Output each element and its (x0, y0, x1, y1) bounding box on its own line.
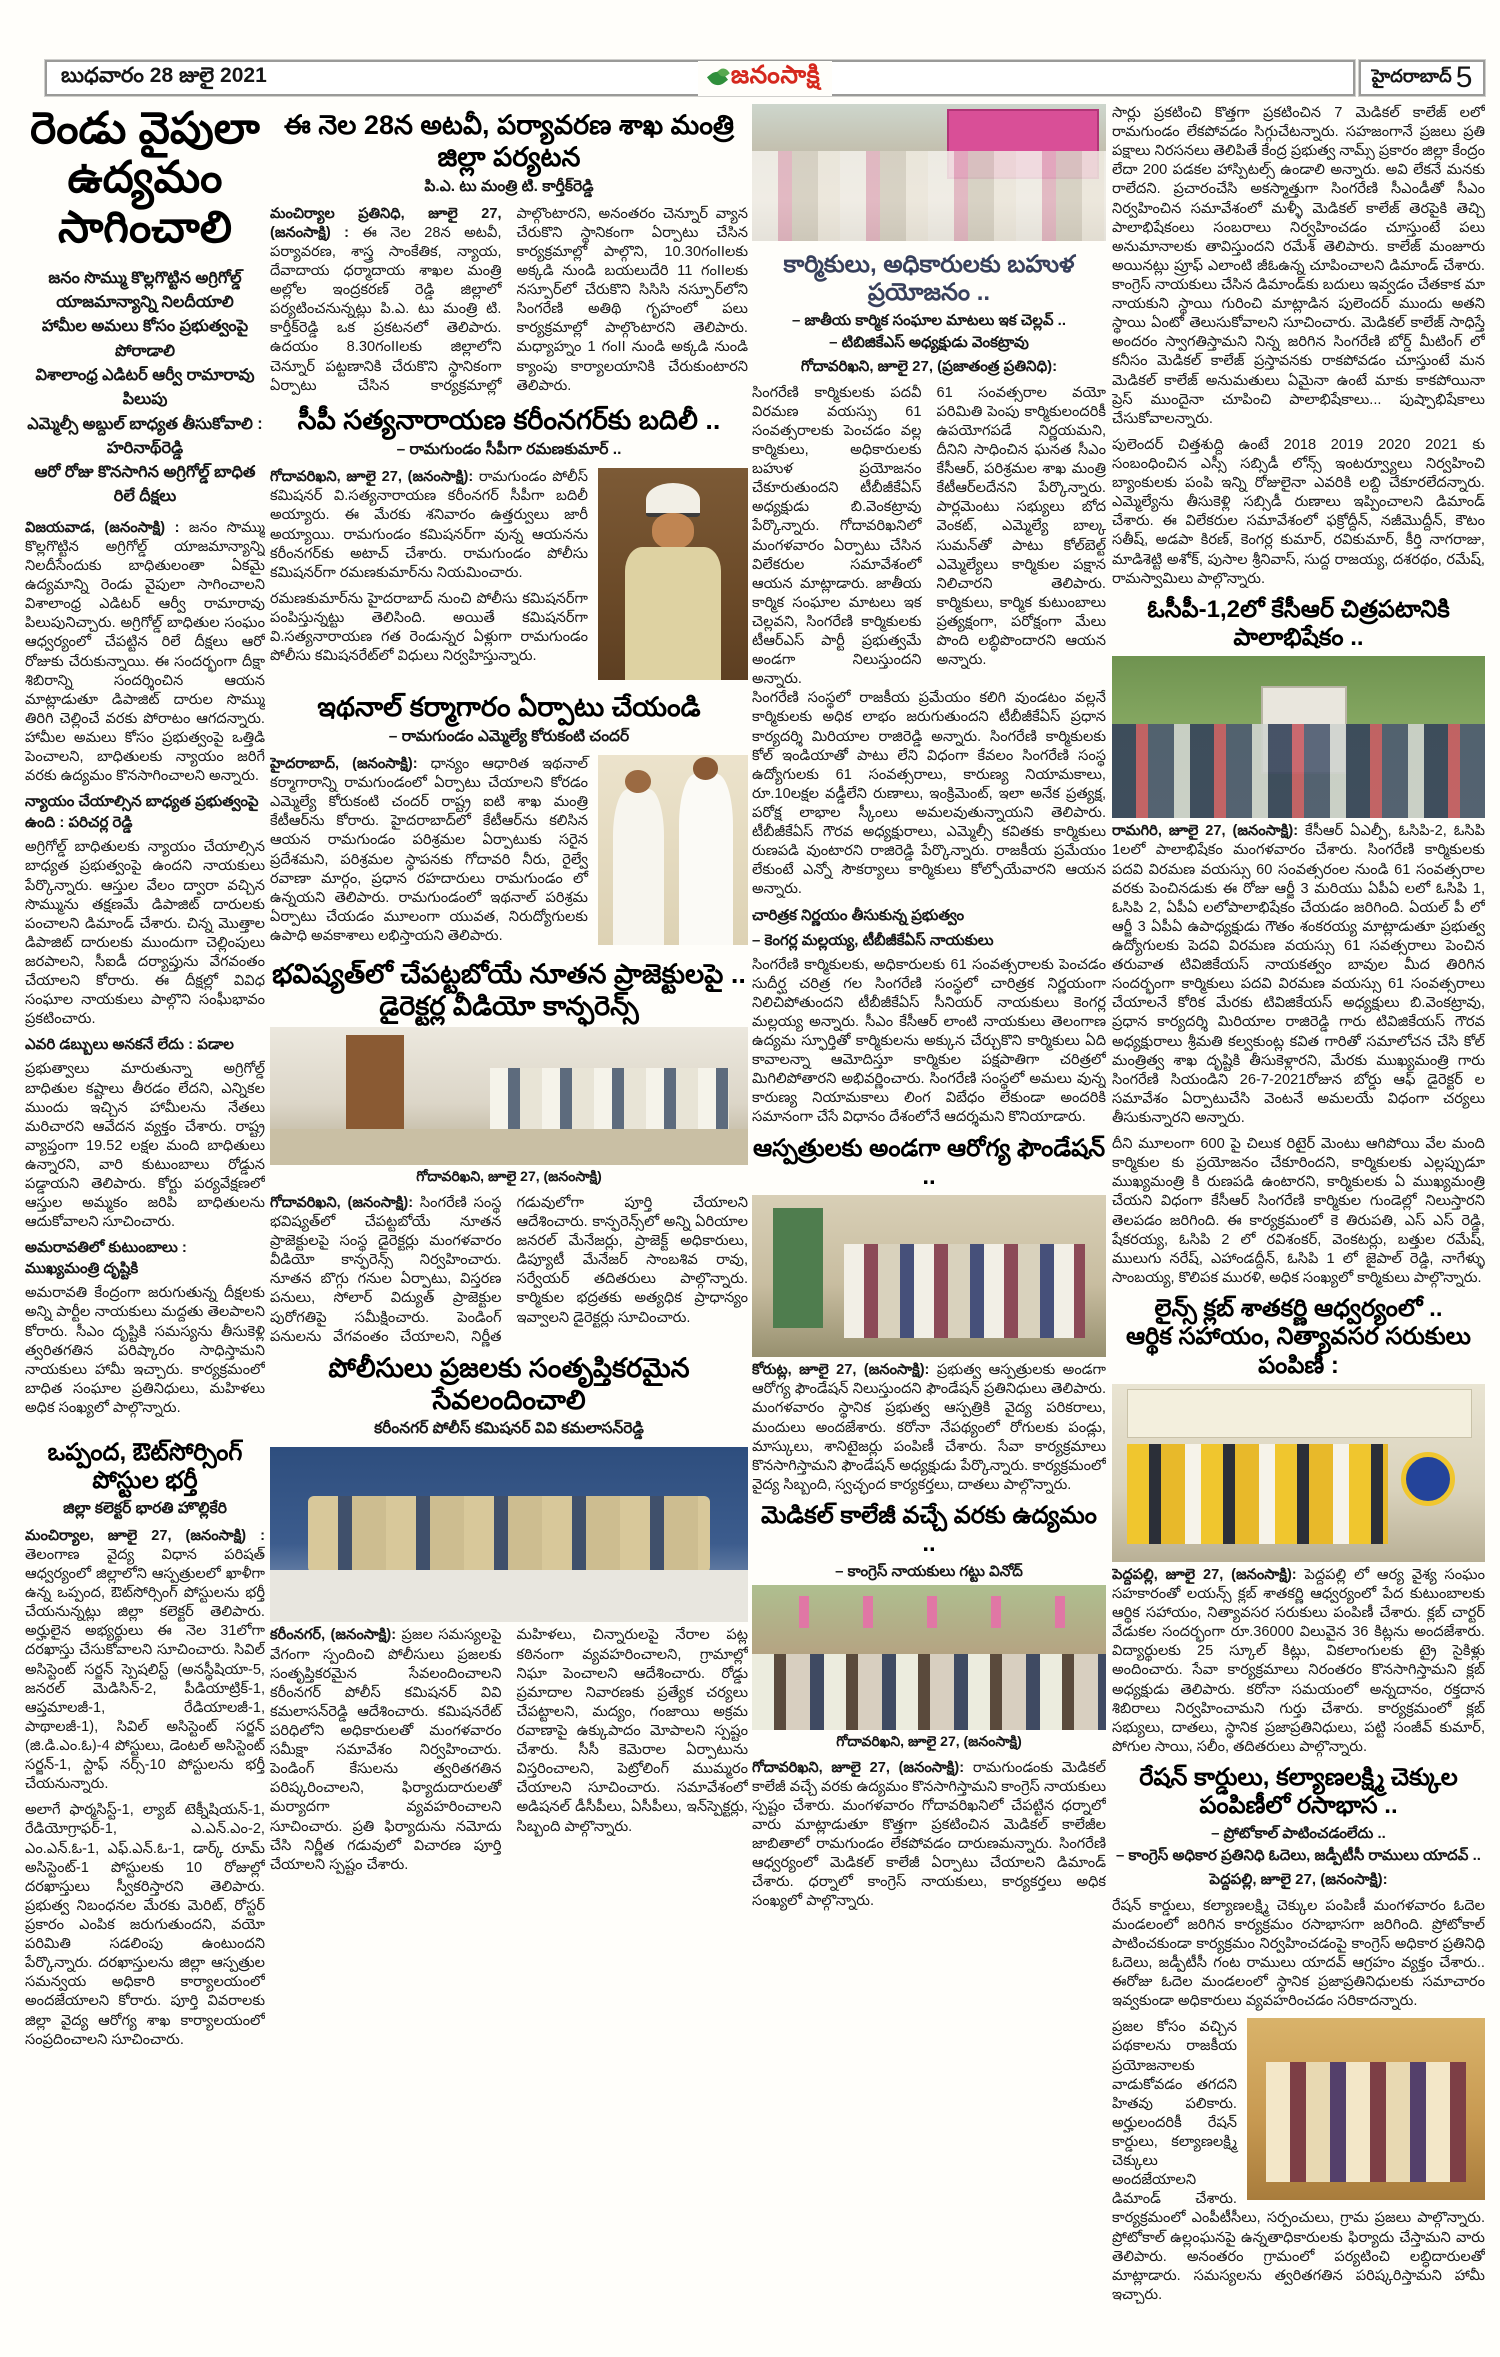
conf-paragraph: గోదావరిఖని, (జనంసాక్షి): సింగరేణి సంస్థ భవిష్యత్‌లో చేపట్టబోయే నూతన ప్రాజెక్టులపై సంస్థ డైరెక్టర్లు మంగళవారం వీడియో కాన్ఫరెన్స్ నిర్వహించారు. నూతన బొగ్గు గనుల ఏర్పాటు, విస్తరణ పనులు, సోలార్ విద్యుత్ ప్రాజెక్టుల పురోగతిపై సమీక్షించారు. పెండింగ్ పనులను వేగవంతం చేయాలని, నిర్ణీత గడువులోగా పూర్తి చేయాలని ఆదేశించారు. కాన్ఫరెన్స్‌లో అన్ని ఏరియాల జనరల్ మేనేజర్లు, ప్రాజెక్ట్ అధికారులు, డిప్యూటీ మేనేజర్ సాంబశివ రావు, సర్వేయర్ తదితరులు పాల్గొన్నారు. కార్మికుల భద్రతకు అత్యధిక ప్రాధాన్యం ఇవ్వాలని డైరెక్టర్లు సూచించారు. (270, 1194, 748, 1345)
workers-subhead: – కెంగర్ల మల్లయ్య, టీబీజీకేఏస్ నాయకులు (752, 931, 994, 949)
arogya-headline: ఆస్పత్రులకు అండగా ఆరోగ్య ఫౌండేషన్ .. (752, 1134, 1106, 1190)
city-name: హైదరాబాద్ (1371, 65, 1452, 86)
people-with-pink-scarves (752, 151, 1106, 241)
cp-headline: సీపీ సత్యనారాయణ కరీంనగర్‌కు బదిలీ .. (297, 405, 721, 436)
lead-paragraph: విజయవాడ, (జనంసాక్షి) : జనం సొమ్ము కొల్లగొట్టిన అగ్రిగోల్డ్ యాజమాన్యాన్ని నిలదీసేందుకు బాధితులంతా ఏకమై ఉద్యమాన్ని రెండు వైపులా సాగించాలని విశాలాంధ్ర ఎడిటర్ ఆర్వీ రామారావు పిలుపునిచ్చారు. అగ్రిగోల్డ్ బాధితుల సంఘం ఆధ్వర్యంలో చేపట్టిన రిలే దీక్షలు ఆరో రోజుకు చేరుకున్నాయి. ఈ సందర్భంగా దీక్షా శిబిరాన్ని సందర్శించిన ఆయన మాట్లాడుతూ డిపాజిట్ దారుల సొమ్ము తిరిగి చెల్లించే వరకు పోరాటం ఆగదన్నారు. హామీల అమలు కోసం ప్రభుత్వంపై ఒత్తిడి పెంచాలని, బాధితులకు న్యాయం జరిగే వరకు ఉద్యమం కొనసాగించాలని అన్నారు. (25, 519, 265, 785)
officers-row (308, 1496, 710, 1573)
tour-headline: ఈ నెల 28న అటవీ, పర్యావరణ శాఖ మంత్రి జిల్లా పర్యటన (283, 110, 734, 172)
officer-face (652, 513, 694, 549)
meeting-table (270, 1570, 748, 1623)
photo-mla-meets-minister (598, 755, 748, 945)
photo-arogya-foundation-donation (752, 1195, 1106, 1357)
photo-trs-workers-meeting (752, 104, 1106, 241)
tour-paragraph: మంచిర్యాల ప్రతినిధి, జూలై 27, (జనంసాక్షి) : ఈ నెల 28న అటవీ, పర్యావరణ, శాస్త్ర సాంకేతిక, న్యాయ, దేవాదాయ ధర్మాదాయ శాఖల మంత్రి అల్లోల ఇంద్రకరణ్ రెడ్డి జిల్లాలో పర్యటించనున్నట్లు పి.ఎ. టు మంత్రి టి. కార్తీక్‌రెడ్డి ఒక ప్రకటనలో తెలిపారు. ఉదయం 8.30గంIIలకు జిల్లాలోని చెన్నూర్ పట్టణానికి చేరుకొని స్థానికంగా ఏర్పాటు చేసిన కార్యక్రమాల్లో పాల్గొంటారని, అనంతరం చెన్నూర్ వ్యాన చేరుకొని స్థానికంగా ఏర్పాటు చేసిన కార్యక్రమాల్లో పాల్గొని, 10.30గంIIలకు అక్కడి నుండి బయలుదేరి 11 గంIIలకు నస్పూర్‌లో చేరుకొని సిసిసి నస్పూర్‌లోని సింగరేణి అతిథి గృహంలో పలు కార్యక్రమాల్లో పాల్గొంటారని తెలిపారు. మధ్యాహ్నం 1 గంII నుండి అక్కడి నుండి క్యాంపు కార్యాలయానికి చేరుకుంటారని తెలిపారు. (270, 205, 748, 394)
newspaper-title: జనంసాక్షి (730, 60, 821, 89)
ethanol-byline: – రామగుండం ఎమ్మెల్యే కోరుకంటి చందర్ (388, 728, 630, 746)
lead-paragraph: అగ్రిగోల్డ్ బాధితులకు న్యాయం చేయాల్సిన బాధ్యత ప్రభుత్వంపై ఉందని నాయకులు పేర్కొన్నారు. ఆస్తుల వేలం ద్వారా వచ్చిన సొమ్మును తక్షణమే డిపాజిట్ దారులకు పంచాలని డిమాండ్ చేశారు. చిన్న మొత్తాల డిపాజిట్ దారులకు ముందుగా చెల్లింపులు జరపాలని, సీఐడీ దర్యాప్తును వేగవంతం చేయాలని కోరారు. ఈ దీక్షల్లో వివిధ సంఘాల నాయకులు పాల్గొని సంఘీభావం ప్రకటించారు. (25, 839, 265, 1028)
conf-photo-caption: గోదావరిఖని, జూలై 27, (జనంసాక్షి) (416, 1167, 602, 1184)
workers-paragraph: సింగరేణి కార్మికులకు పదవీ విరమణ వయస్సు 61 సంవత్సరాలకు పెంచడం వల్ల కార్మికులు, అధికారులకు బహుళ ప్రయోజనం చేకూరుతుందని టీబీజీకేఏస్ అధ్యక్షుడు బి.వెంకట్రావు పేర్కొన్నారు. గోదావరిఖనిలో మంగళవారం ఏర్పాటు చేసిన విలేకరుల సమావేశంలో ఆయన మాట్లాడారు. జాతీయ కార్మిక సంఘాల మాటలు ఇక చెల్లవని, సింగరేణి కార్మికులకు టీఆర్ఎస్ పార్టీ ప్రభుత్వమే అండగా నిలుస్తుందని అన్నారు. (752, 384, 922, 688)
conf-headline: భవిష్యత్‌లో చేపట్టబోయే నూతన ప్రాజెక్టులపై .. డైరెక్టర్ల వీడియో కాన్ఫరెన్స్ (272, 959, 746, 1021)
masthead-city-box (1359, 60, 1485, 96)
workers-dateline: గోదావరిఖని, జూలై 27, (ప్రజాతంత్ర ప్రతినిధి): (800, 357, 1058, 375)
police-paragraph: మహిళలు, చిన్నారులపై నేరాల పట్ల కఠినంగా వ్యవహరించాలని, గ్రామాల్లో నిఘా పెంచాలని ఆదేశించారు. రోడ్డు ప్రమాదాల నివారణకు ప్రత్యేక చర్యలు చేపట్టాలని, మద్యం, గంజాయి అక్రమ రవాణాపై ఉక్కుపాదం మోపాలని స్పష్టం చేశారు. సీసీ కెమెరాల ఏర్పాటును విస్తరించాలని, పెట్రోలింగ్ ముమ్మరం చేయాలని సూచించారు. సమావేశంలో అడిషనల్ డీసీపీలు, ఏసీపీలు, ఇన్‌స్పెక్టర్లు, సిబ్బంది పాల్గొన్నారు. (516, 1627, 748, 1835)
workers-subhead: చారిత్రక నిర్ణయం తీసుకున్న ప్రభుత్వం (752, 906, 965, 924)
cp-byline: – రామగుండం సీపీగా రమణకుమార్ .. (396, 441, 622, 459)
seated-protesters (752, 1654, 1106, 1729)
photo-police-commissioner-portrait (598, 468, 748, 680)
deck-line: హామీల అమలు కోసం ప్రభుత్వంపై పోరాడాలి (41, 317, 249, 360)
posts-paragraph: అలాగే ఫార్మసిస్ట్-1, ల్యాబ్ టెక్నీషియన్-1, రేడియోగ్రాఫర్-1, ఎ.ఎన్.ఎం-2, ఎం.ఎన్.ఓ-1, ఎఫ్.ఎన్.ఓ-1, డార్క్ రూమ్ అసిస్టెంట్-1 పోస్టులకు 10 రోజుల్లో దరఖాస్తులు స్వీకరిస్తారని తెలిపారు. ప్రభుత్వ నిబంధనల మేరకు మెరిట్, రోస్టర్ ప్రకారం ఎంపిక జరుగుతుందని, వయో పరిమితి సడలింపు ఉంటుందని పేర్కొన్నారు. దరఖాస్తులను జిల్లా ఆస్పత్రుల సమన్వయ అధికారి కార్యాలయంలో అందజేయాలని కోరారు. పూర్తి వివరాలకు జిల్లా వైద్య ఆరోగ్య శాఖ కార్యాలయంలో సంప్రదించాలని సూచించారు. (25, 1802, 265, 2048)
workers-paragraph: సింగరేణి కార్మికులకు, అధికారులకు 61 సంవత్సరాలకు పెంచడం సుదీర్ఘ చరిత్ర గల సింగరేణి సంస్థలో చారిత్రక నిర్ణయంగా నిలిచిపోతుందని టీబీజీకేఏస్ సీనియర్ నాయకులు కెంగర్ల మల్లయ్య అన్నారు. సీఎం కేసీఆర్ లాంటి నాయకులు తెలంగాణ ఉద్యమ స్ఫూర్తితో కార్మికులను అక్కున చేర్చుకొని కార్మికులు ఏది కావాలన్నా ఆమోదిస్తూ కార్మికుల పక్షపాతిగా చరిత్రలో మిగిలిపోతారని అభివర్ణించారు. సింగరేణి సంస్థలో అమలు వున్న కారుణ్య నియామకాలు లింగ విబేధం లేకుండా అందరికి సమానంగా చేసే విధానం దేశంలోనే ఆదర్శమని కొనియాడారు. (752, 956, 1106, 1126)
lead-paragraph: ప్రభుత్వాలు మారుతున్నా అగ్రిగోల్డ్ బాధితుల కష్టాలు తీరడం లేదని, ఎన్నికల ముందు ఇచ్చిన హామీలను నేతలు మరిచారని ఆవేదన వ్యక్తం చేశారు. రాష్ట్ర వ్యాప్తంగా 19.52 లక్షల మంది బాధితులు ఉన్నారని, వారి కుటుంబాలు రోడ్డున పడ్డాయని తెలిపారు. కోర్టు పర్యవేక్షణలో ఆస్తుల అమ్మకం జరిపి బాధితులను ఆదుకోవాలని సూచించారు. (25, 1061, 265, 1231)
ocp-paragraph: దీని మూలంగా 600 పై చిలుక రిటైర్ మెంటు ఆగిపోయి వేల మంది కార్మికుల కు ప్రయోజనం చేకూరిందని, కార్మికులకు ఎల్లప్పుడూ ముఖ్యమంత్రి కి రుణపడి ఉంటారని, కార్మికులకు ఏ ముఖ్యమంత్రి చేయని విధంగా కేసీఆర్ సింగరేణి కార్మికుల గుండెల్లో నిలుస్తారని తెలపడం జరిగింది. ఈ కార్యక్రమంలో కె తిరుపతి, ఎస్ ఎస్ రెడ్డి, షేకరయ్య, ఓసిపి 2 లో రవిశంకర్, వెంకటర్లు, బత్తుల రమేష్, ములుగు నరేష్, ఎహాండద్దీన్, ఓసిపి 1 లో జైపాల్ రెడ్డి, నాగేళ్ళు సాంబయ్య, కొలిపక మురళి, అధిక సంఖ్యలో కార్మికులు పాల్గొన్నారు. (1112, 1136, 1485, 1286)
masthead (45, 60, 1485, 96)
lead-subhead: న్యాయం చేయాల్సిన బాధ్యత ప్రభుత్వంపై ఉంది : పరిచర్ల రెడ్డి (25, 793, 259, 832)
lions-members-yellow-vests (1127, 1444, 1388, 1544)
column-center (752, 104, 1106, 2344)
ration-paragraph: రేషన్ కార్డులు, కల్యాణలక్ష్మి చెక్కుల పంపిణీ మంగళవారం ఓదెల మండలంలో జరిగిన కార్యక్రమం రసాభాసగా జరిగింది. ప్రోటోకాల్ పాటించకుండా కార్యక్రమం నిర్వహించడంపై కాంగ్రెస్ అధికార ప్రతినిధి ఓదెలు, జడ్పీటీసీ గంట రాములు యాదవ్ ఆగ్రహం వ్యక్తం చేశారు.. ఈరోజు ఓదెల మండలంలో స్థానిక ప్రజాప్రతినిధులకు సమాచారం ఇవ్వకుండా అధికారులు వ్యవహరించడం సరికాదన్నారు. (1112, 1897, 1485, 2010)
police-byline: కరీంనగర్ పోలీస్ కమిషనర్ వివి కమలాసన్‌రెడ్డి (374, 1420, 644, 1438)
police-paragraph: కరీంనగర్, (జనంసాక్షి): ప్రజల సమస్యలపై వేగంగా స్పందించి పోలీసులు ప్రజలకు సంతృప్తికరమైన సేవలందించాలని కరీంనగర్ పోలీస్ కమిషనర్ వివి కమలాసన్‌రెడ్డి ఆదేశించారు. కమిషనరేట్ పరిధిలోని అధికారులతో మంగళవారం సమీక్షా సమావేశం నిర్వహించారు. పెండింగ్ కేసులను త్వరితగతిన పరిష్కరించాలని, ఫిర్యాదుదారులతో మర్యాదగా వ్యవహరించాలని సూచించారు. ప్రతి ఫిర్యాదును నమోదు చేసి నిర్ణీత గడువులో విచారణ పూర్తి చేయాలని స్పష్టం చేశారు. (270, 1627, 502, 1873)
officer-cap (646, 483, 700, 517)
date-text: బుధవారం 28 జులై 2021 (61, 63, 267, 87)
tour-byline: పి.ఎ. టు మంత్రి టి. కార్తీక్‌రెడ్డి (424, 177, 594, 195)
workers-subline: – జాతీయ కార్మిక సంఘాల మాటలు ఇక చెల్లవ్ .. (791, 311, 1067, 329)
ethanol-paragraph: హైదరాబాద్, (జనంసాక్షి): ధాన్యం ఆధారిత ఇథనాల్ కర్మాగారాన్ని రామగుండంలో ఏర్పాటు చేయాలని కోరడం ఎమ్మెల్యే కోరుకంటి చందర్ రాష్ట్ర ఐటి శాఖ మంత్రి కేటీఆర్‌ను కోరారు. హైదరాబాద్‌లో కేటీఆర్‌ను కలిసిన ఆయన రామగుండం పరిశ్రమల ఏర్పాటుకు సరైన ప్రదేశమని, పరిశ్రమల స్థాపనకు గోదావరి నీరు, రైల్వే రవాణా మార్గం, ప్రధాన రహదారులు రామగుండం లో ఉన్నయని తెలిపారు. రామగుండంలో ఇథనాల్ పరిశ్రమ ఏర్పాటు చేయడం మూలంగా యువత, నిరుద్యోగులకు ఉపాధి అవకాశాలు లభిస్తాయని తెలిపారు. (270, 756, 588, 945)
officials-row (490, 1068, 729, 1130)
garlanded-group (1266, 2062, 1466, 2182)
ocp-headline: ఓసీపీ-1,2లో కేసీఆర్ చిత్రపటానికి పాలాభిషేకం .. (1147, 595, 1450, 652)
green-door (773, 1208, 823, 1328)
column-mid (270, 104, 748, 2344)
ethanol-headline: ఇథనాల్ కర్మాగారం ఏర్పాటు చేయండి (317, 692, 701, 723)
column-left (25, 104, 265, 2344)
ration-paragraph: ప్రజల కోసం వచ్చిన పథకాలను రాజకీయ ప్రయోజనాలకు వాడుకోవడం తగదని హితవు పలికారు. అర్హులందరికీ రేషన్ కార్డులు, కల్యాణలక్ష్మి చెక్కులు అందజేయాలని డిమాండ్ చేశారు. కార్యక్రమంలో ఎంపీటీసీలు, సర్పంచులు, గ్రామ ప్రజలు పాల్గొన్నారు. ప్రోటోకాల్ ఉల్లంఘనపై ఉన్నతాధికారులకు ఫిర్యాదు చేస్తామని వారు తెలిపారు. అనంతరం గ్రామంలో పర్యటించి లబ్ధిదారులతో మాట్లాడారు. సమస్యలను త్వరితగతిన పరిష్కరిస్తామని హామీ ఇచ్చారు. (1112, 2019, 1485, 2303)
photo-medical-college-dharna (752, 1585, 1106, 1730)
workers-paragraph: సింగరేణి సంస్థలో రాజకీయ ప్రమేయం కలిగి వుండటం వల్లనే కార్మికులకు అధిక లాభం జరుగుతుందని టీబీజీకేఏస్ ప్రధాన కార్యదర్శి మిరియాల రాజిరెడ్డి అన్నారు. సింగరేణి కార్మికులకు కోల్ ఇండియాతో పాటు లేని విధంగా కేవలం సింగరేణి సంస్థ ఉద్యోగులకు 61 సంవత్సరాలు, కారుణ్య నియామకాలు, రూ.10లక్షల వడ్డీలేని రుణాలు, ఇంక్రిమెంట్, ఇలా అనేక ప్రత్యక్ష, పరోక్ష లాభాల స్కీంలు అమలవుతున్నాయని తెలిపారు. టీబీజీకేఏస్ గౌరవ అధ్యక్షురాలు, ఎమ్మెల్సీ కవితకు కార్మికులు రుణపడి వుంటారని రాజిరెడ్డి పేర్కొన్నారు. రాజకీయ ప్రమేయం లేకుంటే ఎన్నో సౌకర్యాలు కార్మికులు కోల్పోయేవారని ఆయన అన్నారు. (752, 690, 1106, 898)
arogya-paragraph: కోరుట్ల, జూలై 27, (జనంసాక్షి): ప్రభుత్వ ఆస్పత్రులకు అండగా ఆరోగ్య ఫౌండేషన్ నిలుస్తుందని ఫౌండేషన్ ప్రతినిధులు తెలిపారు. మంగళవారం స్థానిక ప్రభుత్వ ఆస్పత్రికి వైద్య పరికరాలు, మందులు అందజేశారు. కరోనా నేపథ్యంలో రోగులకు పండ్లు, మాస్కులు, శానిటైజర్లు పంపిణీ చేశారు. సేవా కార్యక్రమాలు కొనసాగిస్తామని ఫౌండేషన్ అధ్యక్షుడు పేర్కొన్నారు. కార్యక్రమంలో వైద్య సిబ్బంది, స్వచ్ఛంద కార్యకర్తలు, దాతలు పాల్గొన్నారు. (752, 1362, 1106, 1493)
officer-uniform (625, 547, 721, 681)
photo-kcr-portrait-palabhishekam (1112, 656, 1485, 818)
person-figure (679, 774, 733, 945)
lead-subhead: ఎవరి డబ్బులు అనకనే లేదు : పడాల (25, 1036, 234, 1054)
lead-paragraph: అమరావతి కేంద్రంగా జరుగుతున్న దీక్షలకు అన్ని పార్టీల నాయకులు మద్దతు తెలపాలని కోరారు. సీఎం దృష్టికి సమస్యను తీసుకెళ్లి త్వరితగతిన పరిష్కారం సాధిస్తామని నాయకులు హామీ ఇచ్చారు. కార్యక్రమంలో బాధిత సంఘాల ప్రతినిధులు, మహిళలు అధిక సంఖ్యలో పాల్గొన్నారు. (25, 1285, 265, 1417)
column-right (1112, 104, 1485, 2344)
deck-line: జనం సొమ్ము కొల్లగొట్టిన అగ్రిగోల్డ్ యాజమాన్యాన్ని నిలదీయాలి (48, 268, 242, 312)
lions-paragraph: పెద్దపల్లి, జూలై 27, (జనంసాక్షి): పెద్దపల్లి లో ఆర్య వైశ్య సంఘం సహకారంతో లయన్స్ క్లబ్ శాతకర్ణి ఆధ్వర్యంలో పేద కుటుంబాలకు ఆర్థిక సహాయం, నిత్యావసర సరుకులు పంపిణీ చేశారు. క్లబ్ చార్టర్ వేడుకల సందర్భంగా రూ.36000 విలువైన 36 కిట్లను అందజేశారు. విద్యార్థులకు 25 స్కూల్ కిట్లు, వికలాంగులకు ట్రై సైకిళ్లు అందించారు. సేవా కార్యక్రమాలు నిరంతరం కొనసాగిస్తామని క్లబ్ అధ్యక్షుడు తెలిపారు. కరోనా సమయంలో అన్నదానం, రక్తదాన శిబిరాలు నిర్వహించామని గుర్తు చేశారు. కార్యక్రమంలో క్లబ్ సభ్యులు, దాతలు, స్థానిక ప్రజాప్రతినిధులు, పట్టి సంజీవ్ కుమార్, పోగుల సాయి, సలీం, తదితరులు పాల్గొన్నారు. (1112, 1566, 1485, 1755)
lead-deck (25, 266, 265, 509)
photo-police-review-meeting (270, 1447, 748, 1622)
ration-headline: రేషన్ కార్డులు, కల్యాణలక్ష్మి చెక్కుల పంపిణీలో రసాభాస .. (1139, 1764, 1458, 1820)
medical-paragraph: గోదావరిఖని, జూలై 27, (జనంసాక్షి): రామగుండంకు మెడికల్ కాలేజీ వచ్చే వరకు ఉద్యమం కొనసాగిస్తామని కాంగ్రెస్ నాయకులు స్పష్టం చేశారు. మంగళవారం గోదావరిఖనిలో చేపట్టిన ధర్నాలో వారు మాట్లాడుతూ కొత్తగా ప్రకటించిన మెడికల్ కాలేజీల జాబితాలో రామగుండం లేకపోవడం దారుణమన్నారు. సింగరేణి ఆధ్వర్యంలో మెడికల్ కాలేజీ ఏర్పాటు చేయాలని డిమాండ్ చేశారు. ధర్నాలో కాంగ్రెస్ నాయకులు, కార్యకర్తలు అధిక సంఖ్యలో పాల్గొన్నారు. (752, 1759, 1106, 1910)
deck-line: విశాలాంధ్ర ఎడిటర్ ఆర్వీ రామారావు పిలుపు (35, 365, 255, 409)
ration-subline: – కాంగ్రెస్ అధికార ప్రతినిధి ఓదెలు, జడ్పీటీసీ రాములు యాదవ్ .. (1116, 1846, 1481, 1864)
masthead-date-box (45, 60, 1355, 96)
medical-photo-caption: గోదావరిఖని, జూలై 27, (జనంసాక్షి) (836, 1732, 1022, 1749)
workers-crowd (1112, 724, 1485, 818)
posts-paragraph: మంచిర్యాల, జూలై 27, (జనంసాక్షి) : తెలంగాణ వైద్య విధాన పరిషత్ ఆధ్వర్యంలో జిల్లాలోని ఆస్పత్రులలో ఖాళీగా ఉన్న ఒప్పంద, ఔట్‌సోర్సింగ్ పోస్టులను భర్తీ చేయనున్నట్లు జిల్లా కలెక్టర్ తెలిపారు. అర్హులైన అభ్యర్థులు ఈ నెల 31లోగా దరఖాస్తు చేసుకోవాలని సూచించారు. సివిల్ అసిస్టెంట్ సర్జన్ స్పెషలిస్ట్ (అనస్థీషియా-5, జనరల్ మెడిసిన్-2, పీడియాట్రిక్-1, ఆప్తమాలజీ-1, రేడియాలజీ-1, పాథాలజీ-1), సివిల్ అసిస్టెంట్ సర్జన్ (జి.డి.ఎం.ఓ)-4 పోస్టులు, డెంటల్ అసిస్టెంట్ సర్జన్-1, స్టాఫ్ నర్స్-10 పోస్టులను భర్తీ చేయనున్నారు. (25, 1527, 265, 1793)
door (346, 1035, 403, 1132)
posts-byline: జిల్లా కలెక్టర్ భారతి హొల్లికేరి (63, 1499, 227, 1517)
pink-flags (773, 1596, 1085, 1628)
workers-headline: కార్మికులు, అధికారులకు బహుళ ప్రయోజనం .. (783, 251, 1075, 307)
continuation-paragraph: పులెందర్ చిత్తశుద్ది ఉంటే 2018 2019 2020 2021 కు సంబంధించిన ఎస్సీ సబ్సిడీ లోన్స్ ఇంటర్వ్యూలు నిర్వహించి బ్యాంకులకు పంపి ఇన్ని రోజులైనా ఎవరికి లబ్ది చేకూరలేదన్నారు. ఎమ్మెల్యేను తీసుకెళ్లి సబ్సిడీ రుణాలు ఇప్పించాలని డిమాండ్ చేశారు. ఈ విలేకరుల సమావేశంలో ఫక్రోద్దీన్, నజీమొద్దీన్, కౌటం సతీష్, అడపా కిరణ్, కెంగర్ల కుమార్, రవికుమార్, కీర్తి నాగరాజు, మాడిశెట్టి అశోక్, పుసాల శ్రీనివాస్, సుద్ద రాజయ్య, దశరథం, రమేష్, రామస్వామిలు పాల్గొన్నారు. (1112, 436, 1485, 587)
group-figures (844, 1244, 1085, 1338)
page-number: 5 (1455, 61, 1473, 94)
medical-byline: – కాంగ్రెస్ నాయకులు గట్టు వినోద్ (835, 1562, 1023, 1580)
lions-headline: లైన్స్ క్లబ్ శాతకర్ణి ఆధ్వర్యంలో .. ఆర్థిక సహాయం, నిత్యావసర సరుకులు పంపిణీ : (1125, 1294, 1471, 1379)
person-figure (613, 789, 664, 945)
workers-subline: – టిబిజికేఎస్ అధ్యక్షుడు వెంకట్రావు (829, 333, 1029, 351)
deck-line: ఎమ్మెల్సీ అబ్దుల్ బాధ్యత తీసుకోవాలి : హరినాథ్‌రెడ్డి (27, 414, 263, 457)
ration-subline: – ప్రోటోకాల్ పాటించడంలేదు .. (1211, 1824, 1386, 1842)
photo-lions-club-distribution (1112, 1384, 1485, 1562)
lead-headline: రెండు వైపులా ఉద్యమం సాగించాలి (30, 104, 260, 252)
police-headline: పోలీసులు ప్రజలకు సంతృప్తికరమైన సేవలందించాలి (328, 1352, 690, 1415)
event-banner (1127, 1389, 1472, 1437)
posts-headline: ఒప్పంద, ఔట్‌సోర్సింగ్ పోస్టుల భర్తీ (47, 1439, 243, 1495)
deck-line: ఆరో రోజు కొనసాగిన అగ్రిగోల్డ్ బాధిత రిలే దీక్షలు (34, 463, 256, 506)
ration-dateline: పెద్దపల్లి, జూలై 27, (జనంసాక్షి): (1209, 1870, 1388, 1888)
continuation-paragraph: సార్లు ప్రకటించి కొత్తగా ప్రకటించిన 7 మెడికల్ కాలేజ్ లలో రామగుండం లేకపోవడం సిగ్గుచేటన్నారు. సహజంగానే ప్రజలు ప్రతి పక్షాలు నిరసనలు తెలిపితే కేంద్ర ప్రభుత్వ నామ్స్ ప్రకారం జిల్లా కేంద్రం లేదా 200 పడకల హాస్పిటల్స్ ఉండాలి అన్నారు. అవి లేకనే మనకు రాలేదని. ప్రచారంచేసి అకస్మాత్తుగా సింగరేణి సీఎండీతో సీఎం నిర్వహించిన సమావేశంలో మళ్ళీ మెడికల్ కాలేజ్ తెరపైకి తెచ్చి పాలాభిషేకంలు సంబరాలు నిర్వహించడం చూస్తుంటే పలు అనుమానాలకు తావిస్తుందని రమేశ్ తెలిపారు. కాలేజ్ మంజూరు అయినట్లు ప్రూఫ్ ఎలాంటి జీఓఉన్న చూపించాలని డిమాండ్ చేశారు. కాంగ్రెస్ నాయకులు చేసిన డిమాండ్‌కు బదులు ఇవ్వడం చేతకాక మా నాయకుని స్థాయి గురించి మాట్లాడిన పులెందర్ ముందు అతని స్థాయి ఏంటో తెలుసుకోవాలని సూచించారు. మెడికల్ కాలేజ్ సాధిస్తే అందరం స్వాగతిస్తామని నిన్న జరిగిన సింగరేణి బోర్డ్ మీటింగ్ లో కనీసం మెడికల్ కాలేజ్ ప్రస్తావనకు రాకపోవడం చూస్తుంటే మన మెడికల్ కాలేజ్ అనుమతులు ఏమైనా ఉంటే మాకు కాకపోయినా ప్రెస్ ముందైనా చూపించి పాలాభిషేకాలు... పుష్పాభిషేకాలు చేసుకోవాలన్నారు. (1112, 105, 1485, 427)
photo-video-conference (270, 1027, 748, 1165)
cp-paragraph: గోదావరిఖని, జూలై 27, (జనంసాక్షి): రామగుండం పోలీస్ కమిషనర్ వి.సత్యనారాయణ కరీంనగర్ సీపీగా బదిలీ అయ్యారు. ఈ మేరకు శనివారం ఉత్తర్వులు జారీ అయ్యాయి. రామగుండం కమిషనర్‌గా వున్న ఆయనను కరీంనగర్‌కు అటాచ్ చేశారు. రామగుండం పోలీసు కమిషనర్‌గా రమణకుమార్‌ను నియమించారు. (270, 469, 588, 581)
lead-subhead: అమరావతిలో కుటుంబాలు : ముఖ్యమంత్రి దృష్టికి (25, 1239, 187, 1278)
conference-table (270, 1129, 748, 1165)
person-head (693, 757, 719, 780)
photo-felicitation-event (1247, 2018, 1485, 2200)
medical-headline: మెడికల్ కాలేజీ వచ్చే వరకు ఉద్యమం .. (761, 1501, 1097, 1558)
workers-paragraph: 61 సంవత్సరాల వయో పరిమితి పెంపు కార్మికులందరికీ ఉపయోగపడే నిర్ణయమని, దీనిని సాధించిన ఘనత సీఎం కేసీఆర్, పరిశ్రమల శాఖ మంత్రి కేటీఆర్‌లదేనని పేర్కొన్నారు. పార్లమెంటు సభ్యులు బోద వెంకట్, ఎమ్మెల్యే బాల్క సుమన్‌తో పాటు కోల్‌బెల్ట్ ఎమ్మెల్యేలు కార్మికుల పక్షాన నిలిచారని తెలిపారు. కార్మికులు, కార్మిక కుటుంబాలు ప్రత్యక్షంగా, పరోక్షంగా మేలు పొంది లబ్ధిపొందారని ఆయన అన్నారు. (936, 384, 1106, 669)
cp-paragraph: రమణకుమార్‌ను హైదరాబాద్ నుంచి పోలీసు కమిషనర్‌గా పంపిస్తున్నట్టు తెలిసింది. అయితే కమిషనర్‌గా వి.సత్యనారాయణ గత రెండున్నర ఏళ్లుగా రామగుండం పోలీసు కమిషనరేట్‌లో విధులు నిర్వహిస్తున్నారు. (270, 590, 588, 665)
person-head (625, 770, 651, 793)
ocp-paragraph: రామగిరి, జూలై 27, (జనంసాక్షి): కేసీఆర్ ఏఎల్పీ, ఓసిపి-2, ఓసిపి 1లలో పాలాభిషేకం మంగళవారం చేశారు. సింగరేణి కార్మికులకు పదవి విరమణ వయస్సు 60 సంవత్సరంల నుండి 61 సంవత్సరాల వరకు పెంచినడుకు ఈ రోజు ఆర్జీ 3 మరియు ఏపీఏ లలో ఓసిపి 1, ఓసిపి 2, ఏపీఏ లలోపాలాభిషేకం చేయడం జరిగింది. ఏయల్ పీ లో ఆర్జీ 3 ఏపీఏ ఉపాధ్యక్షుడు గౌతం శంకరయ్య మాట్లాడుతూ ప్రభుత్వ ఉద్యోగులకు పెదవి విరమణ వయస్సు 61 సవత్సరాలు పెంచిన తరువాత టివిజికేయస్ నాయకత్వం బావుల మీద తిరిగిన సందర్భంగా కార్మికులు పదవి విరమణ వయస్సు 61 సంవత్సరాలు చేయాలనే కోరిక మేరకు టివిజికేయస్ అధ్యక్షులు బి.వెంకట్రావు, ప్రధాన కార్యదర్శి మిరియాల రాజిరెడ్డి గారు టివిజికేయస్ గౌరవ అధ్యక్షురాలు శ్రీమతి కల్వకుంట్ల కవిత గారితో సమాలోచన చేసి కోల్ మంత్రిత్వ శాఖ దృష్టికి తీసుకెళ్లారని, మేరకు ముఖ్యమంత్రి గారు సింగరేణి సియండిని 26-7-2021రోజున బోర్డు ఆఫ్ డైరెక్టర్ ల సమావేశం ఏర్పాటుచేసి వెంటనే అమలయే విధంగా చర్యలు తీసుకున్నారని అన్నారు. (1112, 823, 1485, 1126)
lions-club-logo (1401, 1452, 1455, 1506)
